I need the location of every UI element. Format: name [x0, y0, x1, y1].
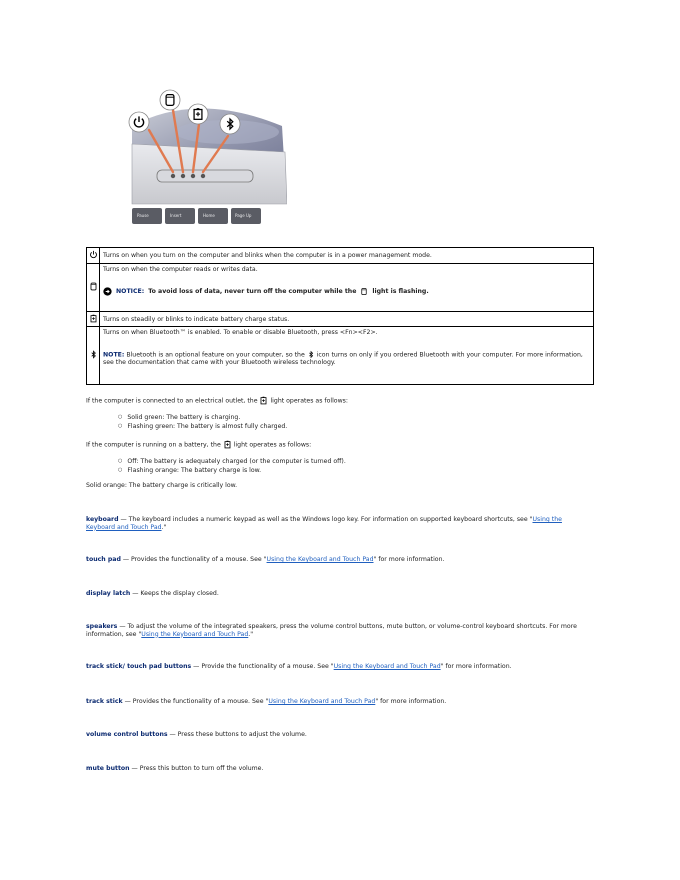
description-text: — Keeps the display closed. — [130, 590, 219, 597]
mute-button-description — [86, 765, 591, 773]
list-item: ○ Off: The battery is adequately charged (or the computer is turned off). — [118, 458, 346, 467]
list-item: ○ Solid green: The battery is charging. — [118, 414, 287, 423]
keyboard-touchpad-link[interactable]: Using the Keyboard and Touch Pad — [333, 663, 441, 670]
term-track-buttons: track stick/ touch pad buttons — [86, 663, 192, 670]
icon-cell — [87, 264, 100, 312]
power-icon — [89, 250, 98, 259]
note-label: NOTE: — [103, 351, 125, 359]
table-row — [87, 264, 594, 312]
bluetooth-icon — [307, 350, 315, 359]
display-latch-description — [86, 590, 591, 598]
battery-text: light operates as follows: — [233, 441, 312, 449]
note-text: Bluetooth is an optional feature on your computer, so the — [126, 351, 305, 359]
table-row — [87, 312, 594, 327]
term-track-stick: track stick — [86, 698, 123, 705]
description-text: — Press these buttons to adjust the volume. — [167, 731, 307, 738]
battery-icon — [89, 314, 98, 323]
keycap-label: Insert — [170, 213, 182, 218]
list-item: ○ Flashing orange: The battery charge is low. — [118, 467, 346, 476]
description-text: " for more information. — [373, 556, 445, 563]
outlet-list — [118, 414, 287, 431]
hard-drive-icon — [89, 282, 98, 291]
row-description: Turns on when you turn on the computer and blinks when the computer is in a power management mode. — [100, 248, 594, 264]
icon-cell — [87, 312, 100, 327]
description-text: ." — [248, 630, 254, 638]
keycap-label: Home — [203, 213, 215, 218]
row-text: Turns on when the computer reads or writes data. — [103, 266, 258, 273]
battery-list — [118, 458, 346, 475]
description-text: — Provide the functionality of a mouse. See " — [191, 663, 334, 670]
row-text: Turns on when Bluetooth™ is enabled. To enable or disable Bluetooth, press <Fn><F2>. — [103, 329, 378, 336]
term-speakers: speakers — [86, 623, 118, 630]
term-keyboard: keyboard — [86, 516, 119, 523]
keyboard-touchpad-link[interactable]: Using the Keyboard and Touch Pad — [266, 556, 374, 563]
keyboard-touchpad-link[interactable]: Using the Keyboard and Touch Pad — [268, 698, 376, 705]
row-description: Turns on steadily or blinks to indicate battery charge status. — [100, 312, 594, 327]
description-text: ." — [161, 523, 167, 531]
description-text: — Provides the functionality of a mouse. See " — [120, 556, 267, 563]
status-lights-illustration — [107, 86, 287, 234]
notice-text: light is flashing. — [372, 288, 429, 295]
touch-pad-description — [86, 556, 591, 564]
track-stick-description — [86, 698, 591, 706]
notice — [103, 287, 590, 296]
keyboard-touchpad-link[interactable]: Using the Keyboard and Touch Pad — [141, 630, 249, 638]
description-text: — The keyboard includes a numeric keypad as well as the Windows logo key. For information on supported keyboard shortcuts, see " — [118, 516, 533, 523]
icon-cell — [87, 327, 100, 385]
list-item: ○ Flashing green: The battery is almost fully charged. — [118, 423, 287, 432]
row-description — [100, 327, 594, 385]
keyboard-description — [86, 516, 591, 531]
battery-icon — [259, 396, 268, 405]
notice-text: To avoid loss of data, never turn off the computer while the — [148, 288, 357, 295]
volume-buttons-description — [86, 731, 591, 739]
battery-text: If the computer is running on a battery, the — [86, 441, 221, 449]
keyboard-touchpad-link[interactable]: Using the Keyboard and Touch Pad — [86, 516, 562, 531]
description-text: — Press this button to turn off the volume. — [129, 765, 264, 772]
outlet-paragraph — [86, 396, 348, 405]
description-text: — To adjust the volume of the integrated speakers, press the volume control buttons, mute button, or volume-control keyboard shortcuts. For more information, see " — [86, 623, 577, 638]
term-display-latch: display latch — [86, 590, 131, 597]
term-volume-buttons: volume control buttons — [86, 731, 168, 738]
term-touch-pad: touch pad — [86, 556, 121, 563]
outlet-text: light operates as follows: — [270, 397, 348, 405]
status-lights-table — [86, 247, 594, 385]
term-mute-button: mute button — [86, 765, 130, 772]
outlet-text: If the computer is connected to an electrical outlet, the — [86, 397, 258, 405]
notice-label: NOTICE: — [116, 288, 145, 295]
speakers-description — [86, 623, 591, 638]
battery-paragraph — [86, 440, 311, 449]
description-text: — Provides the functionality of a mouse. See " — [122, 698, 269, 705]
note — [103, 350, 590, 366]
hard-drive-icon — [360, 287, 368, 296]
description-text: " for more information. — [375, 698, 447, 705]
note-text: icon turns on only if you ordered Bluetooth with your computer. For more information, see the documentation that came with your Bluetooth wireless technology. — [103, 351, 583, 366]
description-text: " for more information. — [440, 663, 512, 670]
row-description — [100, 264, 594, 312]
icon-cell — [87, 248, 100, 264]
table-row — [87, 327, 594, 385]
battery-icon — [223, 440, 232, 449]
keycap-label: Pause — [137, 213, 149, 218]
table-row — [87, 248, 594, 264]
solid-orange-text: Solid orange: The battery charge is critically low. — [86, 482, 238, 489]
keycap-label: Page Up — [235, 213, 252, 218]
bluetooth-icon — [89, 350, 98, 359]
track-buttons-description — [86, 663, 591, 671]
notice-icon — [103, 287, 112, 296]
